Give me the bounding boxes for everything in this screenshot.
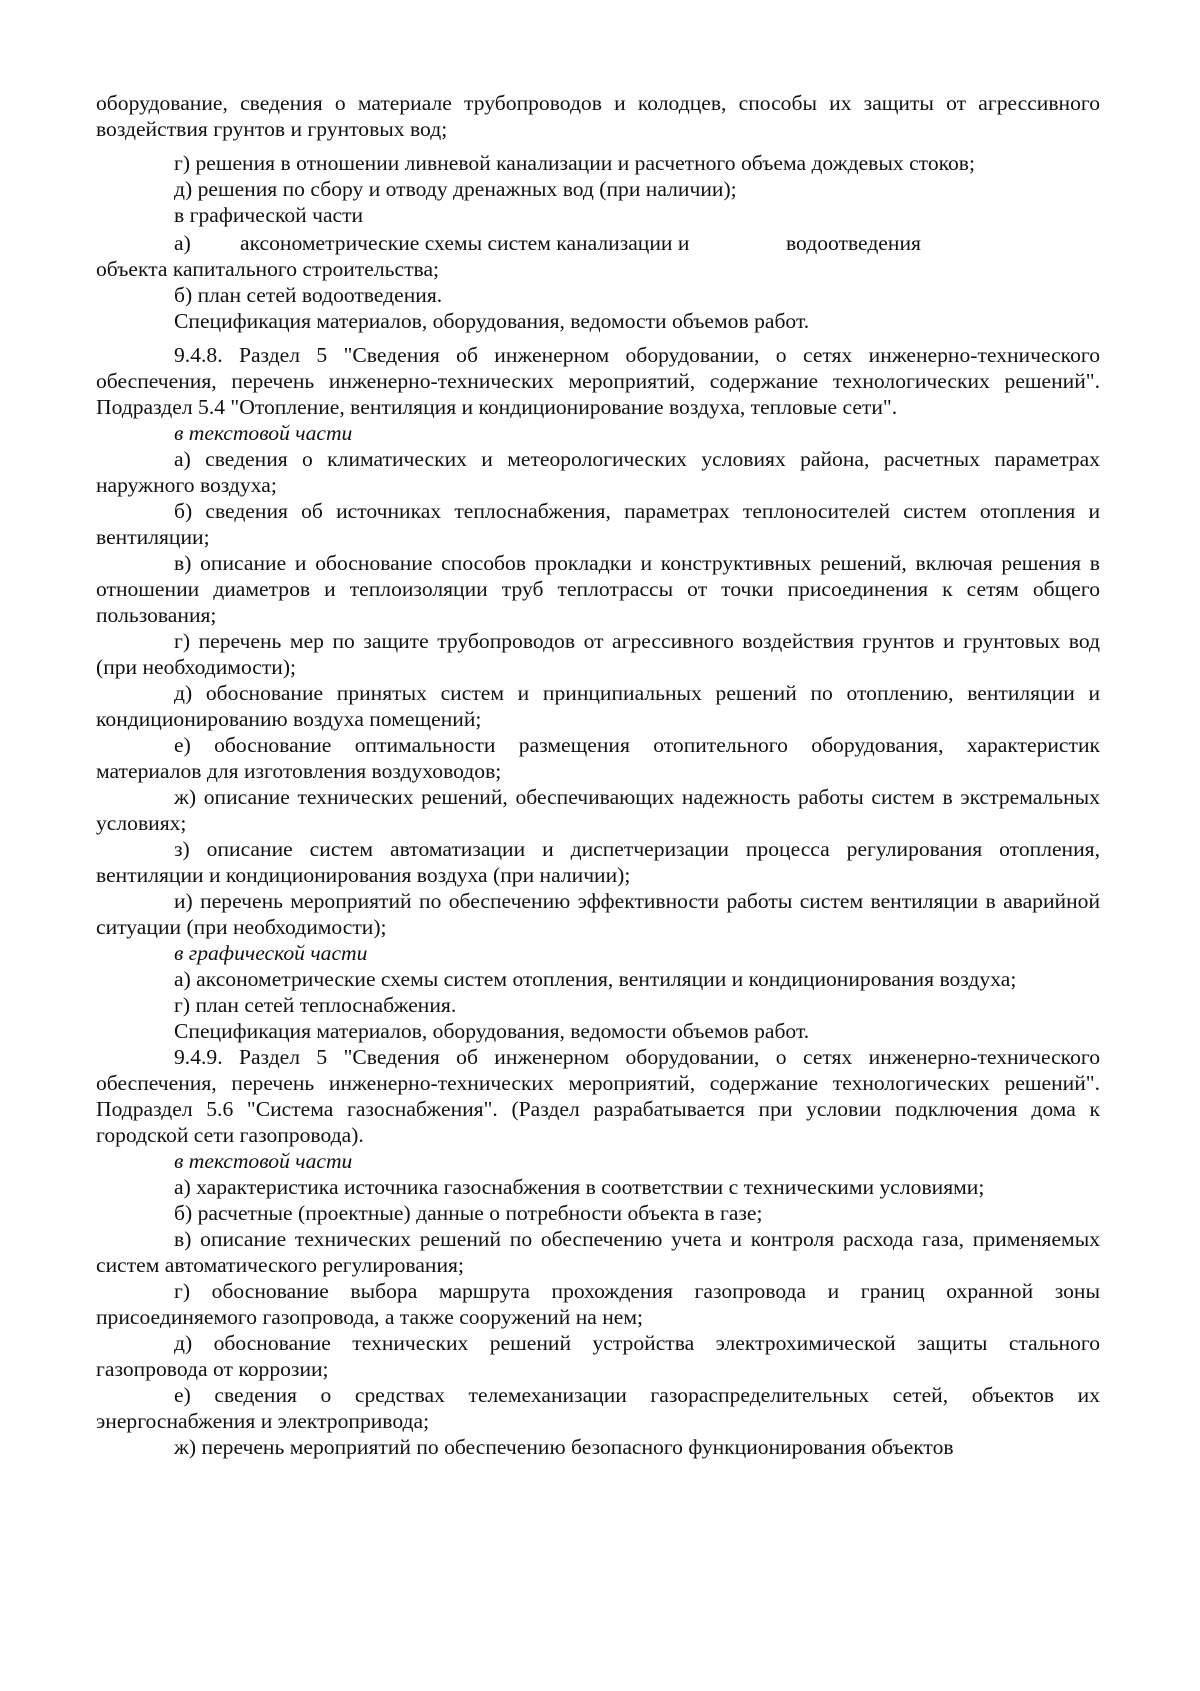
paragraph: е) обоснование оптимальности размещения отопительного оборудования, характеристик материалов для изготовления воздуховодов; — [96, 733, 1100, 783]
paragraph: а) аксонометрические схемы систем отопления, вентиляции и кондиционирования воздуха; — [174, 967, 1017, 991]
subsection-label: в графической части — [174, 941, 368, 965]
paragraph: а) сведения о климатических и метеорологических условиях района, расчетных параметрах наружного воздуха; — [96, 447, 1100, 497]
paragraph: в) описание и обоснование способов прокладки и конструктивных решений, включая решения в отношении диаметров и теплоизоляции труб теплотрассы от точки присоединения к сетям общего пользования; — [96, 551, 1100, 627]
paragraph: д) обоснование технических решений устройства электрохимической защиты стального газопровода от коррозии; — [96, 1331, 1100, 1381]
scheme-item-text: аксонометрические схемы систем канализации и — [240, 231, 690, 255]
section-heading: 9.4.8. Раздел 5 "Сведения об инженерном оборудовании, о сетях инженерно-технического обеспечения, перечень инженерно-технических мероприятий, содержание технологических решений". Подраздел 5.4 "Отопление, вентиляция и кондиционирование воздуха, тепловые сети". — [96, 343, 1100, 419]
paragraph: г) перечень мер по защите трубопроводов от агрессивного воздействия грунтов и грунтовых вод (при необходимости); — [96, 629, 1100, 679]
scheme-list-item — [96, 230, 1100, 282]
scheme-item-continuation: объекта капитального строительства; — [96, 257, 440, 281]
paragraph: д) обоснование принятых систем и принципиальных решений по отоплению, вентиляции и кондиционированию воздуха помещений; — [96, 681, 1100, 731]
paragraph: ж) перечень мероприятий по обеспечению безопасного функционирования объектов — [174, 1435, 954, 1459]
section-heading: 9.4.9. Раздел 5 "Сведения об инженерном оборудовании, о сетях инженерно-технического обеспечения, перечень инженерно-технических мероприятий, содержание технологических решений". Подраздел 5.6 "Система газоснабжения". (Раздел разрабатывается при условии подключения дома к городской сети газопровода). — [96, 1045, 1100, 1147]
paragraph: Спецификация материалов, оборудования, ведомости объемов работ. — [174, 1019, 810, 1043]
document-body — [96, 90, 1100, 1460]
paragraph: б) расчетные (проектные) данные о потребности объекта в газе; — [174, 1201, 763, 1225]
paragraph: ж) описание технических решений, обеспечивающих надежность работы систем в экстремальных условиях; — [96, 785, 1100, 835]
scheme-item-marker: а) — [174, 231, 191, 255]
paragraph: оборудование, сведения о материале трубопроводов и колодцев, способы их защиты от агрессивного воздействия грунтов и грунтовых вод; — [96, 91, 1100, 141]
scheme-item-word: водоотведения — [786, 231, 921, 255]
paragraph: в) описание технических решений по обеспечению учета и контроля расхода газа, применяемых систем автоматического регулирования; — [96, 1227, 1100, 1277]
paragraph: Спецификация материалов, оборудования, ведомости объемов работ. — [174, 309, 810, 333]
paragraph: д) решения по сбору и отводу дренажных вод (при наличии); — [174, 177, 737, 201]
subsection-label: в текстовой части — [174, 421, 353, 445]
paragraph: з) описание систем автоматизации и диспетчеризации процесса регулирования отопления, вентиляции и кондиционирования воздуха (при наличии); — [96, 837, 1100, 887]
paragraph: г) план сетей теплоснабжения. — [174, 993, 457, 1017]
paragraph: б) план сетей водоотведения. — [174, 283, 443, 307]
paragraph: б) сведения об источниках теплоснабжения, параметрах теплоносителей систем отопления и вентиляции; — [96, 499, 1100, 549]
paragraph: е) сведения о средствах телемеханизации газораспределительных сетей, объектов их энергоснабжения и электропривода; — [96, 1383, 1100, 1433]
paragraph: и) перечень мероприятий по обеспечению эффективности работы систем вентиляции в аварийной ситуации (при необходимости); — [96, 889, 1100, 939]
paragraph: г) обоснование выбора маршрута прохождения газопровода и границ охранной зоны присоединяемого газопровода, а также сооружений на нем; — [96, 1279, 1100, 1329]
paragraph: а) характеристика источника газоснабжения в соответствии с техническими условиями; — [174, 1175, 985, 1199]
paragraph: г) решения в отношении ливневой канализации и расчетного объема дождевых стоков; — [174, 151, 976, 175]
scheme-item-line — [96, 230, 1100, 256]
paragraph: в графической части — [174, 203, 364, 227]
subsection-label: в текстовой части — [174, 1149, 353, 1173]
